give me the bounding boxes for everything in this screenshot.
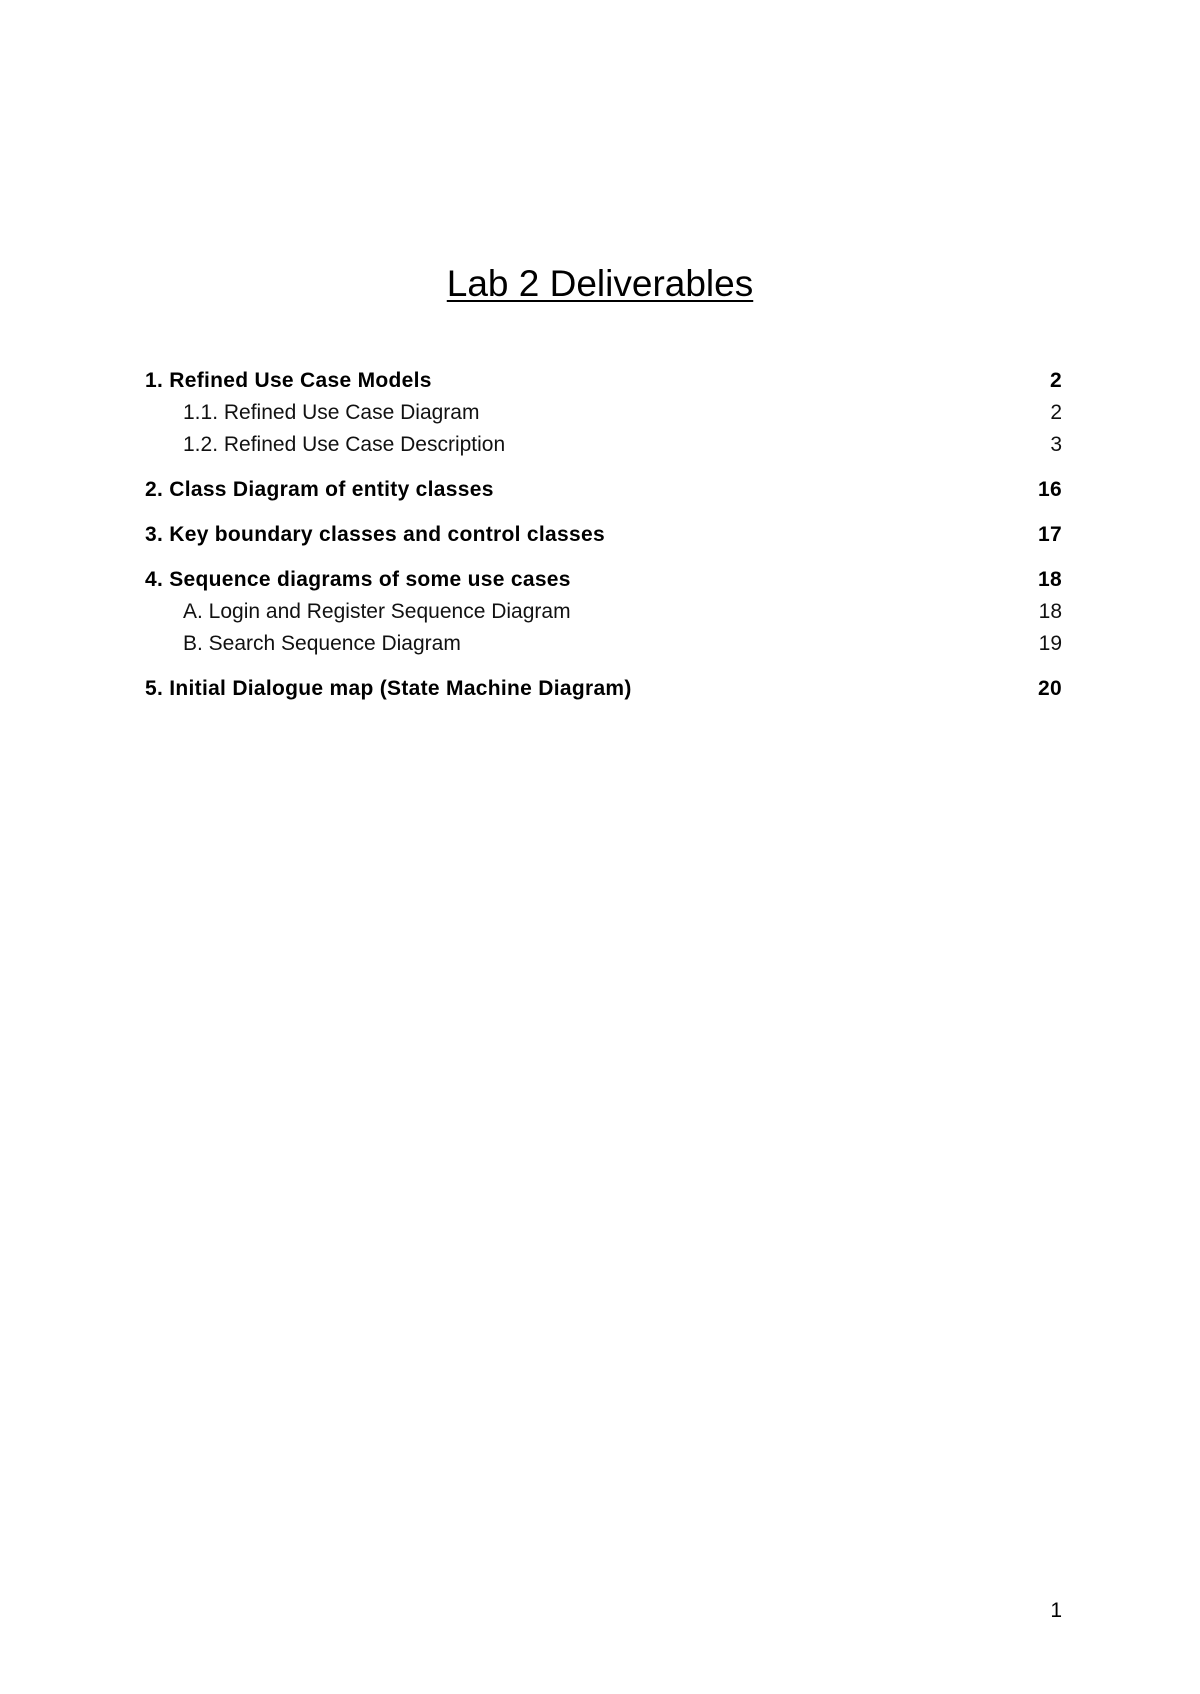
toc-entry-label: B. Search Sequence Diagram [183,632,461,655]
toc-entry-initial-dialogue-map[interactable] [145,673,1062,705]
toc-entry-label: A. Login and Register Sequence Diagram [183,600,571,623]
toc-entry-label: 2. Class Diagram of entity classes [145,478,494,501]
toc-entry-label: 5. Initial Dialogue map (State Machine Diagram) [145,677,632,700]
toc-entry-page: 18 [1038,568,1062,591]
toc-entry-refined-use-case-diagram[interactable] [145,397,1062,429]
toc-entry-page: 2 [1050,369,1062,392]
toc-entry-page: 18 [1038,600,1062,623]
document-title: Lab 2 Deliverables [446,263,754,304]
toc-entry-class-diagram[interactable] [145,474,1062,506]
toc-entry-search-sequence[interactable] [145,628,1062,660]
toc-entry-label: 1.1. Refined Use Case Diagram [183,401,480,424]
toc-entry-key-boundary-classes[interactable] [145,519,1062,551]
toc-entry-label: 3. Key boundary classes and control classes [145,523,605,546]
toc-entry-login-register-sequence[interactable] [145,596,1062,628]
table-of-contents [145,365,1062,705]
toc-entry-page: 19 [1038,632,1062,655]
toc-entry-page: 3 [1050,433,1062,456]
toc-entry-page: 16 [1038,478,1062,501]
toc-entry-label: 1. Refined Use Case Models [145,369,432,392]
toc-entry-label: 1.2. Refined Use Case Description [183,433,506,456]
toc-entry-page: 20 [1038,677,1062,700]
toc-entry-sequence-diagrams[interactable] [145,564,1062,596]
page-number: 1 [1050,1599,1062,1622]
toc-entry-refined-use-case-description[interactable] [145,429,1062,461]
toc-entry-label: 4. Sequence diagrams of some use cases [145,568,571,591]
toc-entry-refined-use-case-models[interactable] [145,365,1062,397]
toc-entry-page: 2 [1050,401,1062,424]
toc-entry-page: 17 [1038,523,1062,546]
